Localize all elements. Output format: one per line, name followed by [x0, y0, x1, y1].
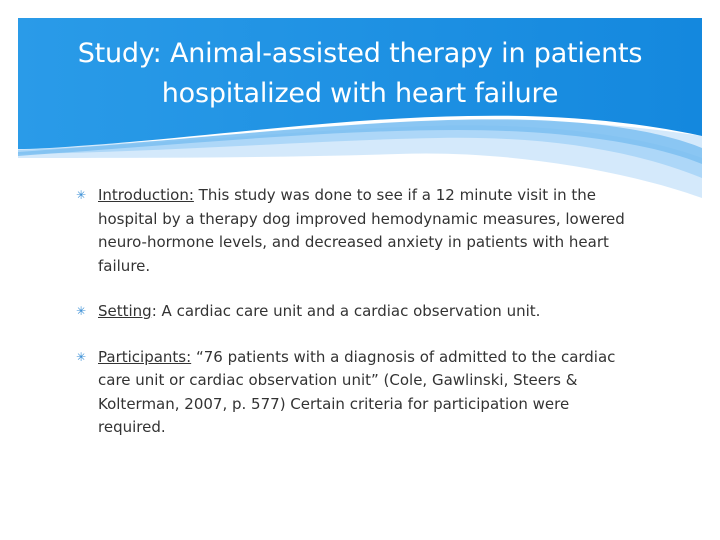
bullet-item-introduction [76, 184, 636, 278]
asterisk-bullet-icon: ✳ [76, 349, 87, 364]
bullet-label-participants: Participants: [98, 347, 192, 366]
bullet-list [76, 184, 636, 462]
bullet-item-setting [76, 300, 636, 324]
bullet-text-participants: “76 patients with a diagnosis of admitted to the cardiac care unit or cardiac observation unit” (Cole, Gawlinski, Steers & Kolterman, 2007, p. 577) Certain criteria for participation were required. [98, 347, 616, 436]
asterisk-bullet-icon: ✳ [76, 188, 87, 202]
bullet-label-setting: Setting [98, 302, 152, 320]
bullet-label-introduction: Introduction: [98, 186, 194, 204]
bullet-item-participants [76, 346, 636, 440]
bullet-text-setting: : A cardiac care unit and a cardiac observation unit. [151, 302, 541, 320]
asterisk-bullet-icon: ✳ [76, 304, 87, 318]
slide-title: Study: Animal-assisted therapy in patients hospitalized with heart failure [77, 38, 643, 109]
bullet-text-introduction: This study was done to see if a 12 minute visit in the hospital by a therapy dog improved hemodynamic measures, lowered neuro-hormone levels, and decreased anxiety in patients with heart failure. [98, 186, 625, 275]
